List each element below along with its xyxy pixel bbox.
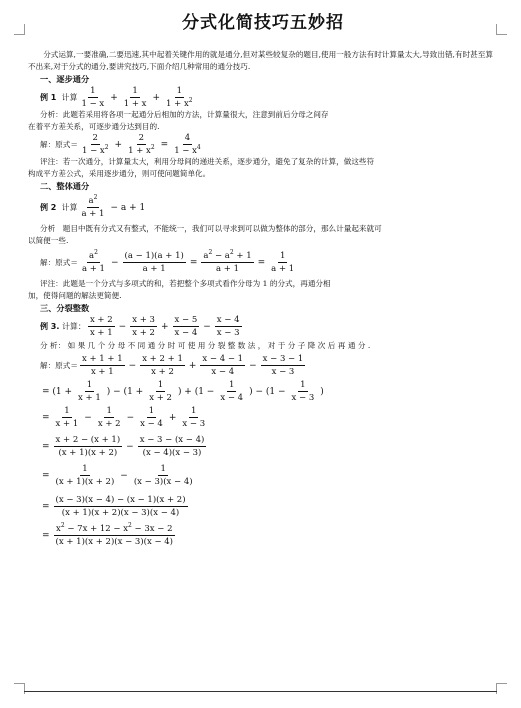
example-1-solution (28, 133, 498, 156)
crop-mark-top-left (14, 24, 25, 35)
example-2 (28, 196, 498, 219)
example-1 (28, 86, 498, 109)
example-2-prefix: 计算 (61, 203, 78, 212)
example-1-solution-label: 解：原式＝ (40, 139, 78, 149)
example-2-solution-expression: $\frac{a^2}{a + 1}$ − $\frac{(a - 1)(a + 1)}{a + 1}$ = $\frac{a^2 - a^2 + 1}{a + 1}$ = $\frac{1}{a + 1}$ (81, 249, 295, 274)
example-2-expression: $\frac{a^2}{a + 1}$ − a + 1 (81, 194, 146, 219)
page-bottom-rule (24, 691, 497, 692)
example-3-solution-step-6: = $\frac{(x - 3)(x - 4) - (x - 1)(x + 2)}{(x + 1)(x + 2)(x - 3)(x - 4)}$ (42, 495, 186, 518)
example-1-label: 例 1 (40, 93, 57, 102)
document-page (28, 8, 498, 547)
example-2-label: 例 2 (40, 203, 57, 212)
example-3-solution-step-3: = $\frac{1}{x + 1}$ − $\frac{1}{x + 2}$ − $\frac{1}{x - 4}$ + $\frac{1}{x - 3}$ (42, 406, 206, 429)
example-1-expression: $\frac{1}{1 - x}$ + $\frac{1}{1 + x}$ + $\frac{1}{1 + x^2}$ (81, 86, 193, 109)
example-3-expression: $\frac{x + 2}{x + 1}$ − $\frac{x + 3}{x + 2}$ + $\frac{x - 5}{x - 4}$ − $\frac{x - 4}{x - 3}$ (89, 315, 240, 338)
example-2-comment-line-2: 加，使得问题的解法更简便. (28, 291, 122, 300)
example-3-solution-step-7: = $\frac{x^2 - 7x + 12 - x^2 - 3x - 2}{(x + 1)(x + 2)(x - 3)(x - 4)}$ (42, 522, 173, 547)
intro-paragraph: 分式运算,一要准确,二要迅速,其中起着关键作用的就是通分,但对某些较复杂的题目,使用一般方法有时计算量太大,导致出错,有时甚至算不出来,对于分式的通分,要讲究技巧,下面介绍几种常用的通分技巧. (28, 50, 493, 71)
example-2-solution (28, 251, 498, 274)
example-1-solution-expression: $\frac{2}{1 - x^2}$ + $\frac{2}{1 + x^2}$ = $\frac{4}{1 - x^4}$ (81, 133, 201, 156)
section-2-heading: 二、整体通分 (40, 181, 90, 191)
example-3-solution-step-5: = $\frac{1}{(x + 1)(x + 2)}$ − $\frac{1}{(x - 3)(x - 4)}$ (42, 464, 193, 487)
example-1-comment-line-1: 评注：若一次通分，计算量太大，利用分母间的递进关系，逐步通分，避免了复杂的计算，做这些符 (40, 157, 375, 166)
example-3-solution-step-2: = (1 + $\frac{1}{x + 1}$ ) − (1 + $\frac{1}{x + 2}$ ) + (1 − $\frac{1}{x - 4}$ ) − (1 − $\frac{1}{x - 3}$ ) (42, 380, 324, 403)
example-1-comment-line-2: 构成平方差公式，采用逐步通分，则可使问题简单化。 (28, 169, 211, 178)
example-2-solution-label: 解：原式＝ (40, 257, 78, 267)
example-2-analysis-line-1: 分析 题目中既有分式又有整式，不能统一，我们可以寻求到可以做为整体的部分，那么计量起来就可 (40, 224, 382, 233)
example-3 (28, 315, 498, 338)
example-2-analysis-line-2: 以简便一些. (28, 236, 69, 245)
example-3-label: 例 3. (40, 322, 60, 331)
document-title: 分式化简技巧五妙招 (182, 13, 344, 33)
crop-mark-bottom-right (496, 683, 507, 694)
crop-mark-bottom-left (14, 683, 25, 694)
section-1-heading: 一、逐步通分 (40, 74, 90, 84)
section-3-heading: 三、分裂整数 (40, 303, 90, 313)
example-1-analysis-line-2: 在着平方差关系，可逐步通分达到目的. (28, 122, 160, 131)
example-3-prefix: 计算： (61, 322, 86, 331)
example-3-solution-step-1: 解：原式＝ $\frac{x + 1 + 1}{x + 1}$ − $\frac{x + 2 + 1}{x + 2}$ + $\frac{x - 4 - 1}{x - 4}$ − $\frac{x - 3 - 1}{x - 3}$ (40, 354, 304, 377)
example-2-comment-line-1: 评注：此题是一个分式与多项式的和，若把整个多项式看作分母为 1 的分式，再通分相 (40, 279, 331, 288)
example-3-analysis: 分 析： 如 果 几 个 分 母 不 同 通 分 时 可 使 用 分 裂 整 数 法 ， 对 于 分 子 降 次 后 再 通 分 . (40, 341, 371, 350)
example-1-analysis-line-1: 分析：此题若采用将各项一起通分后相加的方法，计算量很大，注意到前后分母之间存 (40, 110, 329, 119)
example-3-solution-step-4: = $\frac{x + 2 - (x + 1)}{(x + 1)(x + 2)}$ − $\frac{x - 3 - (x - 4)}{(x - 4)(x - 3)}$ (42, 435, 205, 458)
example-3-solution-label: 解：原式＝ (40, 360, 78, 370)
example-1-prefix: 计算 (61, 93, 78, 102)
